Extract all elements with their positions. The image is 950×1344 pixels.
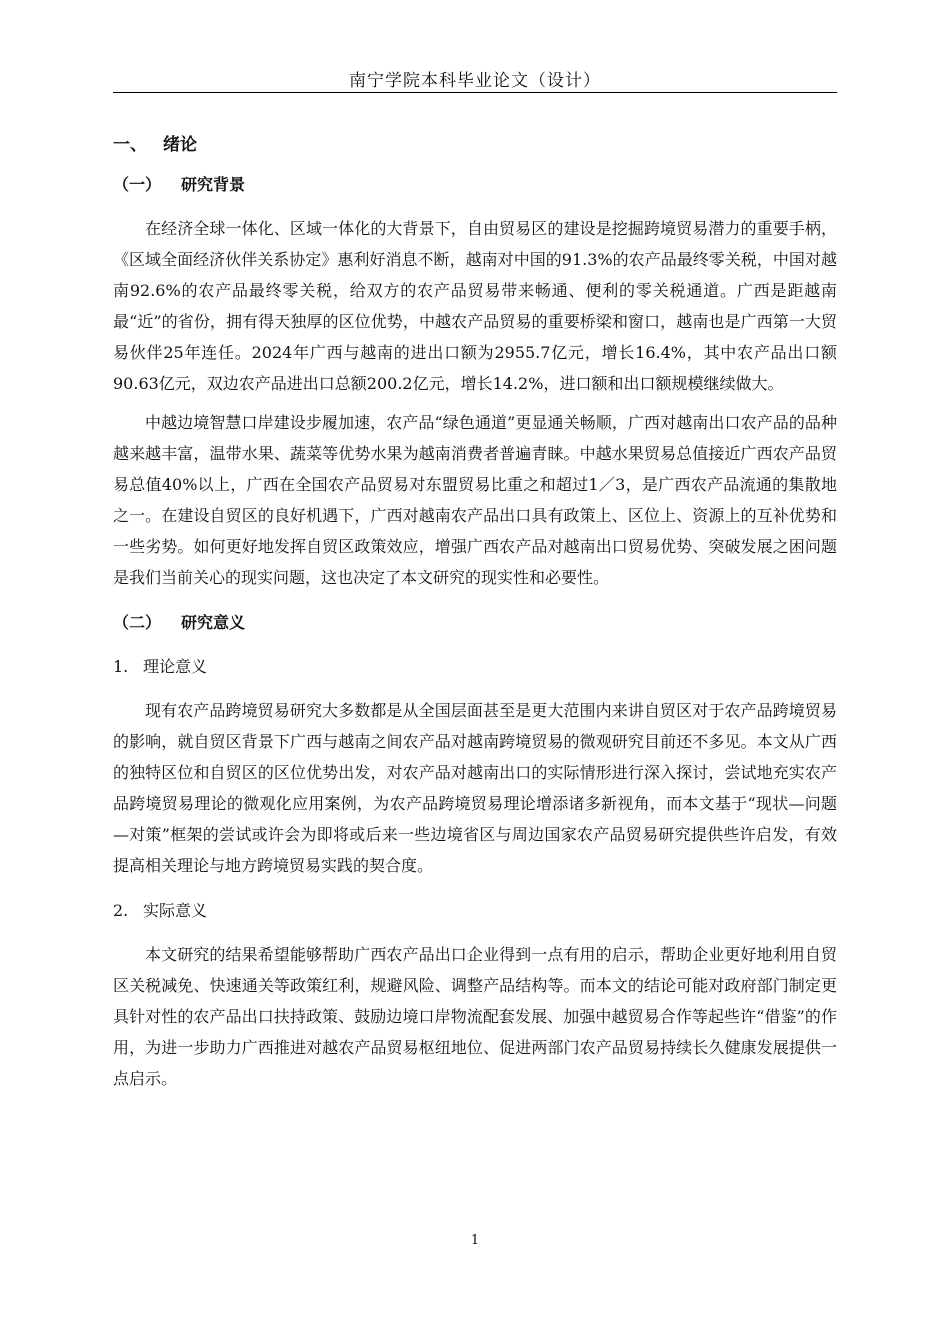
- subsection-number: （二）: [113, 613, 162, 632]
- paragraph-background-1: 在经济全球一体化、区域一体化的大背景下，自由贸易区的建设是挖掘跨境贸易潜力的重要手柄，《区域全面经济伙伴关系协定》惠利好消息不断，越南对中国的91.3%的农产品最终零关税，中国对越南92.6%的农产品最终零关税，给双方的农产品贸易带来畅通、便利的零关税通道。广西是距越南最“近”的省份，拥有得天独厚的区位优势，中越农产品贸易的重要桥梁和窗口，越南也是广西第一大贸易伙伴25年连任。2024年广西与越南的进出口额为2955.7亿元，增长16.4%，其中农产品出口额90.63亿元，双边农产品进出口总额200.2亿元，增长14.2%，进口额和出口额规模继续做大。: [113, 219, 837, 393]
- page-body: [113, 127, 837, 1102]
- subsection-title: 研究意义: [181, 613, 246, 632]
- header-divider: [113, 92, 837, 93]
- section-title: 绪论: [163, 135, 197, 155]
- subsection-heading-background: [113, 163, 837, 207]
- item-heading-theory: [113, 645, 837, 689]
- item-title: 实际意义: [143, 901, 208, 920]
- page-number: 1: [470, 1233, 480, 1248]
- paragraph-background-2: 中越边境智慧口岸建设步履加速，农产品“绿色通道”更显通关畅顺，广西对越南出口农产品的品种越来越丰富，温带水果、蔬菜等优势水果为越南消费者普遍青睐。中越水果贸易总值接近广西农产品贸易总值40%以上，广西在全国农产品贸易对东盟贸易比重之和超过1／3，是广西农产品流通的集散地之一。在建设自贸区的良好机遇下，广西对越南农产品出口具有政策上、区位上、资源上的互补优势和一些劣势。如何更好地发挥自贸区政策效应，增强广西农产品对越南出口贸易优势、突破发展之困问题是我们当前关心的现实问题，这也决定了本文研究的现实性和必要性。: [113, 413, 837, 587]
- section-heading: [113, 127, 837, 163]
- item-number: 1.: [113, 657, 129, 676]
- item-heading-practice: [113, 889, 837, 933]
- subsection-number: （一）: [113, 175, 162, 194]
- paragraph-practice: 本文研究的结果希望能够帮助广西农产品出口企业得到一点有用的启示，帮助企业更好地利用自贸区关税减免、快速通关等政策红利，规避风险、调整产品结构等。而本文的结论可能对政府部门制定更具针对性的农产品出口扶持政策、鼓励边境口岸物流配套发展、加强中越贸易合作等起些许“借鉴”的作用，为进一步助力广西推进对越农产品贸易枢纽地位、促进两部门农产品贸易持续长久健康发展提供一点启示。: [113, 945, 837, 1088]
- item-number: 2.: [113, 901, 129, 920]
- subsection-title: 研究背景: [181, 175, 246, 194]
- paragraph-theory: 现有农产品跨境贸易研究大多数都是从全国层面甚至是更大范围内来讲自贸区对于农产品跨境贸易的影响，就自贸区背景下广西与越南之间农产品对越南跨境贸易的微观研究目前还不多见。本文从广西的独特区位和自贸区的区位优势出发，对农产品对越南出口的实际情形进行深入探讨，尝试地充实农产品跨境贸易理论的微观化应用案例，为农产品跨境贸易理论增添诸多新视角，而本文基于“现状—问题—对策”框架的尝试或许会为即将或后来一些边境省区与周边国家农产品贸易研究提供些许启发，有效提高相关理论与地方跨境贸易实践的契合度。: [113, 701, 837, 875]
- section-number: 一、: [113, 135, 147, 155]
- running-header: 南宁学院本科毕业论文（设计）: [349, 71, 601, 91]
- item-title: 理论意义: [143, 657, 208, 676]
- subsection-heading-significance: [113, 601, 837, 645]
